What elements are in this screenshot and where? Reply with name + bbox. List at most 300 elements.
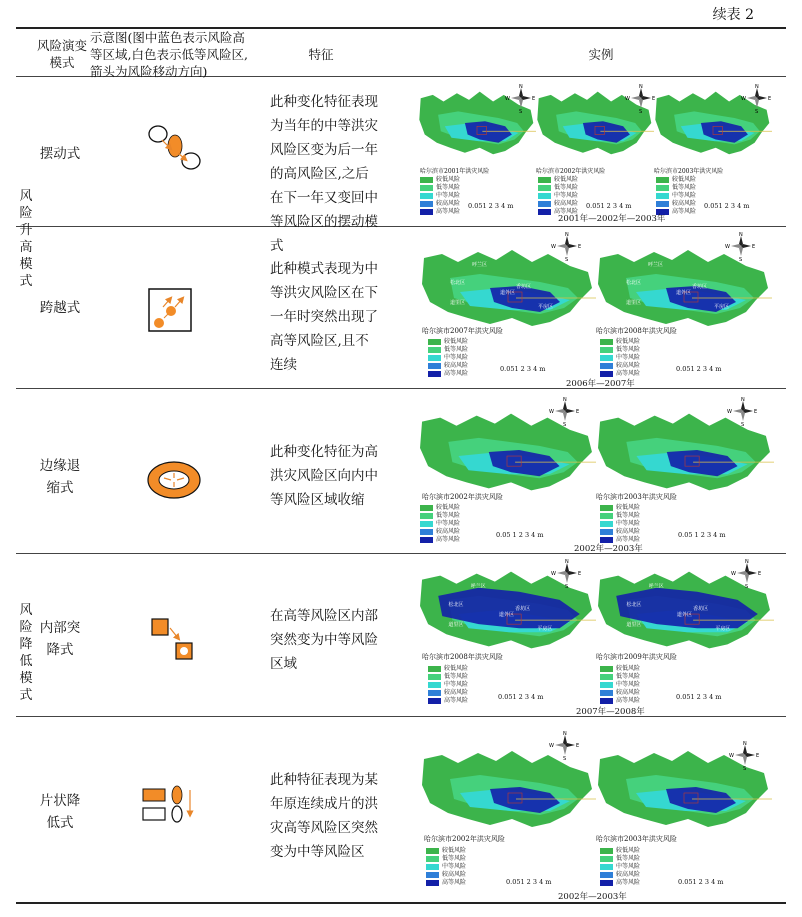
legend-label: 较高风险	[554, 200, 579, 207]
north-arrow-compass	[505, 84, 536, 115]
legend-swatch	[428, 371, 441, 377]
legend-entry	[420, 192, 460, 200]
svg-text:N: N	[519, 84, 523, 90]
legend-swatch	[600, 864, 613, 870]
svg-text:W: W	[549, 409, 554, 415]
mode-label: 摆动式	[39, 146, 81, 162]
legend-entry	[656, 176, 696, 184]
district-label: 平房区	[715, 626, 731, 633]
group-label-risk-decrease: 风险降低模式	[19, 603, 33, 703]
district-label: 呼兰区	[648, 262, 664, 268]
map-scale-bar: 0.051 2 3 4 m	[498, 693, 544, 701]
legend-label: 较高风险	[436, 200, 461, 207]
compass-rose-icon	[741, 84, 772, 115]
legend-swatch	[600, 521, 613, 527]
legend-swatch	[600, 848, 613, 854]
legend-entry	[428, 697, 468, 705]
legend-label: 中等风险	[442, 863, 467, 870]
legend-swatch	[600, 339, 613, 345]
compass-rose-icon	[551, 559, 582, 590]
legend-swatch	[656, 177, 669, 183]
legend-label: 中等风险	[436, 192, 461, 199]
compass-rose-icon	[549, 397, 580, 428]
mode-label: 片状降低式	[39, 793, 81, 831]
svg-text:E: E	[756, 753, 760, 759]
legend-swatch	[428, 347, 441, 353]
legend-swatch	[426, 872, 439, 878]
legend-label: 中等风险	[672, 192, 697, 199]
north-arrow-compass	[725, 232, 756, 263]
legend-label: 中等风险	[436, 520, 461, 527]
legend-swatch	[428, 339, 441, 345]
legend-entry	[538, 200, 578, 208]
district-label: 松北区	[626, 280, 642, 286]
legend-swatch	[538, 201, 551, 207]
row-divider	[16, 226, 786, 227]
district-label: 平房区	[538, 304, 554, 310]
map-legend	[600, 665, 640, 705]
district-label: 香坊区	[516, 284, 532, 290]
legend-swatch	[600, 513, 613, 519]
legend-entry	[600, 346, 640, 354]
legend-entry	[600, 681, 640, 689]
legend-swatch	[538, 209, 551, 215]
svg-text:N: N	[639, 84, 643, 90]
legend-entry	[428, 370, 468, 378]
map-title: 哈尔滨市2009年洪灾风险	[596, 653, 677, 661]
map-title: 哈尔滨市2002年洪灾风险	[422, 493, 503, 501]
legend-swatch	[420, 529, 433, 535]
district-label: 呼兰区	[472, 262, 488, 268]
legend-entry	[428, 689, 468, 697]
legend-swatch	[600, 666, 613, 672]
legend-swatch	[428, 355, 441, 361]
map-legend	[428, 665, 468, 705]
legend-swatch	[420, 201, 433, 207]
legend-entry	[420, 200, 460, 208]
legend-label: 较低风险	[672, 176, 697, 183]
edge-retreat-schematic-diagram	[146, 460, 202, 500]
internal-drop-schematic-diagram	[150, 616, 198, 664]
legend-entry	[426, 863, 466, 871]
district-label: 松北区	[450, 280, 466, 286]
legend-swatch	[426, 848, 439, 854]
map-legend	[426, 847, 466, 887]
legend-label: 中等风险	[616, 354, 641, 361]
map-scale-bar: 0.05 1 2 3 4 m	[496, 531, 544, 539]
svg-text:W: W	[625, 96, 630, 102]
header-mode: 风险演变模式	[36, 38, 87, 70]
north-arrow-compass	[549, 731, 580, 762]
map-legend	[538, 176, 578, 216]
legend-label: 较低风险	[442, 847, 467, 854]
legend-label: 高等风险	[616, 536, 641, 543]
legend-label: 较高风险	[672, 200, 697, 207]
row-divider	[16, 553, 786, 554]
district-label: 道外区	[676, 290, 692, 296]
district-label: 道里区	[450, 300, 466, 306]
row-divider	[16, 388, 786, 389]
legend-entry	[420, 504, 460, 512]
year-range: 2002年—2003年	[558, 892, 627, 902]
district-label: 香坊区	[693, 606, 709, 612]
legend-label: 低等风险	[672, 184, 697, 191]
district-label: 松北区	[626, 601, 642, 608]
map-legend	[428, 338, 468, 378]
legend-entry	[420, 184, 460, 192]
mode-label: 跨越式	[39, 300, 81, 316]
flood-risk-map-graphic	[420, 248, 596, 328]
legend-entry	[428, 681, 468, 689]
north-arrow-compass	[729, 741, 760, 772]
legend-label: 低等风险	[442, 855, 467, 862]
legend-swatch	[600, 880, 613, 886]
legend-entry	[428, 362, 468, 370]
legend-entry	[600, 338, 640, 346]
map-title: 哈尔滨市2003年洪灾风险	[596, 835, 677, 843]
map-title: 哈尔滨市2002年洪灾风险	[536, 168, 606, 175]
legend-entry	[600, 665, 640, 673]
legend-entry	[426, 847, 466, 855]
svg-text:E: E	[754, 409, 758, 415]
legend-label: 低等风险	[444, 346, 469, 353]
svg-text:N: N	[745, 559, 749, 565]
legend-entry	[420, 512, 460, 520]
legend-swatch	[420, 193, 433, 199]
legend-label: 高等风险	[616, 879, 641, 886]
svg-text:S: S	[741, 422, 745, 428]
legend-entry	[600, 673, 640, 681]
svg-text:E: E	[752, 244, 756, 250]
legend-entry	[428, 665, 468, 673]
year-range: 2001年—2002年—2003年	[558, 214, 666, 224]
legend-swatch	[600, 682, 613, 688]
north-arrow-compass	[625, 84, 656, 115]
svg-text:E: E	[578, 244, 582, 250]
legend-label: 中等风险	[616, 520, 641, 527]
map-legend	[420, 504, 460, 544]
feature-text: 此种变化特征为高洪灾风险区向内中等风险区域收缩	[270, 444, 378, 508]
legend-label: 低等风险	[616, 855, 641, 862]
legend-swatch	[600, 690, 613, 696]
legend-label: 较低风险	[444, 338, 469, 345]
svg-text:E: E	[532, 96, 536, 102]
legend-label: 高等风险	[444, 370, 469, 377]
legend-swatch	[428, 690, 441, 696]
legend-label: 较低风险	[616, 847, 641, 854]
district-label: 呼兰区	[648, 583, 664, 590]
district-label: 道里区	[448, 622, 464, 629]
legend-entry	[600, 528, 640, 536]
north-arrow-compass	[741, 84, 772, 115]
legend-label: 较低风险	[616, 665, 641, 672]
map-scale-bar: 0.051 2 3 4 m	[500, 365, 546, 373]
legend-entry	[600, 354, 640, 362]
legend-swatch	[600, 674, 613, 680]
row-divider	[16, 716, 786, 717]
legend-entry	[600, 520, 640, 528]
legend-label: 高等风险	[672, 208, 697, 215]
legend-entry	[600, 504, 640, 512]
legend-swatch	[428, 682, 441, 688]
legend-swatch	[600, 505, 613, 511]
legend-entry	[656, 200, 696, 208]
compass-rose-icon	[727, 397, 758, 428]
map-legend	[656, 176, 696, 216]
legend-swatch	[656, 193, 669, 199]
legend-swatch	[420, 537, 433, 543]
compass-rose-icon	[725, 232, 756, 263]
legend-label: 低等风险	[616, 346, 641, 353]
legend-label: 高等风险	[444, 697, 469, 704]
map-title: 哈尔滨市2003年洪灾风险	[596, 493, 677, 501]
map-title: 哈尔滨市2003年洪灾风险	[654, 168, 724, 175]
svg-text:N: N	[739, 232, 743, 238]
svg-text:S: S	[755, 109, 759, 115]
legend-label: 较高风险	[616, 689, 641, 696]
legend-label: 较低风险	[616, 338, 641, 345]
map-scale-bar: 0.051 2 3 4 m	[468, 202, 514, 210]
map-legend	[420, 176, 460, 216]
header-feature: 特征	[308, 47, 334, 62]
legend-entry	[428, 673, 468, 681]
legend-label: 较高风险	[444, 689, 469, 696]
legend-entry	[428, 338, 468, 346]
legend-entry	[420, 536, 460, 544]
map-scale-bar: 0.05 1 2 3 4 m	[678, 531, 726, 539]
legend-entry	[600, 512, 640, 520]
svg-text:W: W	[729, 753, 734, 759]
feature-text: 在高等风险区内部突然变为中等风险区域	[270, 608, 378, 672]
svg-text:S: S	[565, 257, 569, 263]
header-schematic: 示意图(图中蓝色表示风险高等区域,白色表示低等风险区,箭头为风险移动方向)	[90, 30, 248, 79]
svg-text:N: N	[741, 397, 745, 403]
legend-swatch	[426, 864, 439, 870]
svg-text:W: W	[725, 244, 730, 250]
legend-entry	[656, 184, 696, 192]
legend-label: 较高风险	[616, 528, 641, 535]
legend-entry	[600, 697, 640, 705]
legend-label: 中等风险	[444, 681, 469, 688]
legend-swatch	[420, 209, 433, 215]
map-title: 哈尔滨市2008年洪灾风险	[422, 653, 503, 661]
legend-entry	[600, 879, 640, 887]
legend-label: 高等风险	[436, 208, 461, 215]
svg-text:W: W	[727, 409, 732, 415]
legend-label: 高等风险	[616, 697, 641, 704]
district-label: 松北区	[448, 601, 464, 608]
legend-swatch	[600, 529, 613, 535]
map-title: 哈尔滨市2001年洪灾风险	[420, 168, 490, 175]
header-example: 实例	[588, 47, 614, 62]
north-arrow-compass	[549, 397, 580, 428]
svg-text:W: W	[551, 571, 556, 577]
map-title: 哈尔滨市2002年洪灾风险	[424, 835, 505, 843]
legend-label: 中等风险	[554, 192, 579, 199]
table-caption: 续表 2	[712, 7, 754, 23]
map-scale-bar: 0.051 2 3 4 m	[678, 878, 724, 886]
legend-swatch	[428, 363, 441, 369]
legend-entry	[656, 192, 696, 200]
legend-swatch	[600, 856, 613, 862]
leap-schematic-diagram	[145, 285, 195, 335]
legend-swatch	[426, 856, 439, 862]
legend-label: 较高风险	[616, 362, 641, 369]
legend-label: 较高风险	[444, 362, 469, 369]
svg-text:S: S	[519, 109, 523, 115]
svg-text:S: S	[739, 257, 743, 263]
legend-label: 中等风险	[616, 863, 641, 870]
legend-label: 高等风险	[436, 536, 461, 543]
legend-entry	[420, 520, 460, 528]
svg-text:W: W	[505, 96, 510, 102]
svg-text:W: W	[731, 571, 736, 577]
compass-rose-icon	[729, 741, 760, 772]
compass-rose-icon	[505, 84, 536, 115]
legend-entry	[426, 871, 466, 879]
map-title: 哈尔滨市2007年洪灾风险	[422, 327, 503, 335]
svg-text:S: S	[563, 756, 567, 762]
legend-entry	[426, 855, 466, 863]
legend-swatch	[538, 177, 551, 183]
group-label-risk-increase: 风险升高模式	[19, 189, 33, 289]
legend-label: 低等风险	[444, 673, 469, 680]
legend-label: 较低风险	[444, 665, 469, 672]
district-label: 道里区	[626, 300, 642, 306]
legend-swatch	[600, 698, 613, 704]
mode-label: 边缘退缩式	[39, 458, 81, 496]
svg-text:N: N	[563, 731, 567, 737]
north-arrow-compass	[727, 397, 758, 428]
north-arrow-compass	[551, 559, 582, 590]
legend-entry	[600, 847, 640, 855]
svg-text:N: N	[755, 84, 759, 90]
map-scale-bar: 0.051 2 3 4 m	[704, 202, 750, 210]
compass-rose-icon	[551, 232, 582, 263]
map-legend	[600, 847, 640, 887]
district-label: 香坊区	[515, 606, 531, 612]
legend-entry	[428, 354, 468, 362]
legend-label: 较高风险	[442, 871, 467, 878]
swing-schematic-diagram	[140, 118, 210, 174]
legend-entry	[538, 176, 578, 184]
legend-swatch	[656, 201, 669, 207]
legend-entry	[426, 879, 466, 887]
feature-text: 此种特征表现为某年原连续成片的洪灾高等风险区突然变为中等风险区	[270, 772, 378, 860]
legend-entry	[600, 855, 640, 863]
legend-entry	[428, 346, 468, 354]
legend-label: 较低风险	[436, 176, 461, 183]
legend-label: 中等风险	[616, 681, 641, 688]
map-scale-bar: 0.051 2 3 4 m	[506, 878, 552, 886]
legend-entry	[420, 176, 460, 184]
map-legend	[600, 338, 640, 378]
legend-label: 较低风险	[616, 504, 641, 511]
legend-label: 低等风险	[436, 512, 461, 519]
compass-rose-icon	[549, 731, 580, 762]
legend-swatch	[600, 355, 613, 361]
district-label: 道里区	[626, 622, 642, 629]
legend-entry	[420, 208, 460, 216]
legend-entry	[538, 184, 578, 192]
map-title: 哈尔滨市2008年洪灾风险	[596, 327, 677, 335]
legend-label: 较低风险	[554, 176, 579, 183]
legend-entry	[600, 362, 640, 370]
legend-entry	[538, 192, 578, 200]
svg-text:E: E	[578, 571, 582, 577]
svg-text:W: W	[551, 244, 556, 250]
legend-entry	[600, 863, 640, 871]
north-arrow-compass	[731, 559, 762, 590]
svg-text:N: N	[565, 232, 569, 238]
legend-swatch	[426, 880, 439, 886]
legend-label: 低等风险	[616, 673, 641, 680]
feature-text: 此种变化特征表现为当年的中等洪灾风险区变为后一年的高风险区,之后在下一年又变回中等风险区的摆动模式	[270, 94, 378, 254]
district-label: 平房区	[537, 626, 553, 633]
svg-text:W: W	[741, 96, 746, 102]
district-label: 平房区	[714, 304, 730, 310]
legend-label: 较高风险	[436, 528, 461, 535]
mode-label: 内部突降式	[39, 620, 81, 658]
legend-label: 中等风险	[444, 354, 469, 361]
legend-entry	[600, 871, 640, 879]
svg-text:W: W	[549, 743, 554, 749]
legend-swatch	[420, 505, 433, 511]
legend-label: 低等风险	[436, 184, 461, 191]
svg-text:S: S	[743, 766, 747, 772]
legend-swatch	[538, 185, 551, 191]
svg-text:S: S	[745, 584, 749, 590]
district-label: 香坊区	[692, 284, 708, 290]
district-label: 呼兰区	[470, 583, 486, 590]
svg-text:S: S	[565, 584, 569, 590]
legend-label: 较高风险	[616, 871, 641, 878]
legend-label: 高等风险	[554, 208, 579, 215]
year-range: 2007年—2008年	[576, 707, 645, 717]
svg-text:E: E	[576, 409, 580, 415]
legend-swatch	[538, 193, 551, 199]
patch-drop-schematic-diagram	[140, 782, 210, 824]
svg-text:N: N	[565, 559, 569, 565]
svg-text:N: N	[563, 397, 567, 403]
legend-label: 高等风险	[616, 370, 641, 377]
legend-entry	[420, 528, 460, 536]
map-scale-bar: 0.051 2 3 4 m	[586, 202, 632, 210]
legend-label: 低等风险	[554, 184, 579, 191]
north-arrow-compass	[551, 232, 582, 263]
map-scale-bar: 0.051 2 3 4 m	[676, 365, 722, 373]
year-range: 2002年—2003年	[574, 544, 643, 554]
feature-text: 此种模式表现为中等洪灾风险区在下一年时突然出现了高等风险区,且不连续	[270, 261, 378, 373]
legend-swatch	[600, 347, 613, 353]
svg-text:S: S	[639, 109, 643, 115]
legend-swatch	[428, 666, 441, 672]
legend-swatch	[600, 363, 613, 369]
svg-text:E: E	[758, 571, 762, 577]
compass-rose-icon	[625, 84, 656, 115]
legend-entry	[600, 689, 640, 697]
legend-label: 高等风险	[442, 879, 467, 886]
legend-swatch	[420, 177, 433, 183]
district-label: 道外区	[500, 290, 516, 296]
legend-label: 低等风险	[616, 512, 641, 519]
table-bottom-rule	[16, 902, 786, 904]
svg-text:N: N	[743, 741, 747, 747]
compass-rose-icon	[731, 559, 762, 590]
legend-swatch	[428, 698, 441, 704]
flood-risk-map-graphic	[596, 248, 772, 328]
legend-swatch	[420, 521, 433, 527]
